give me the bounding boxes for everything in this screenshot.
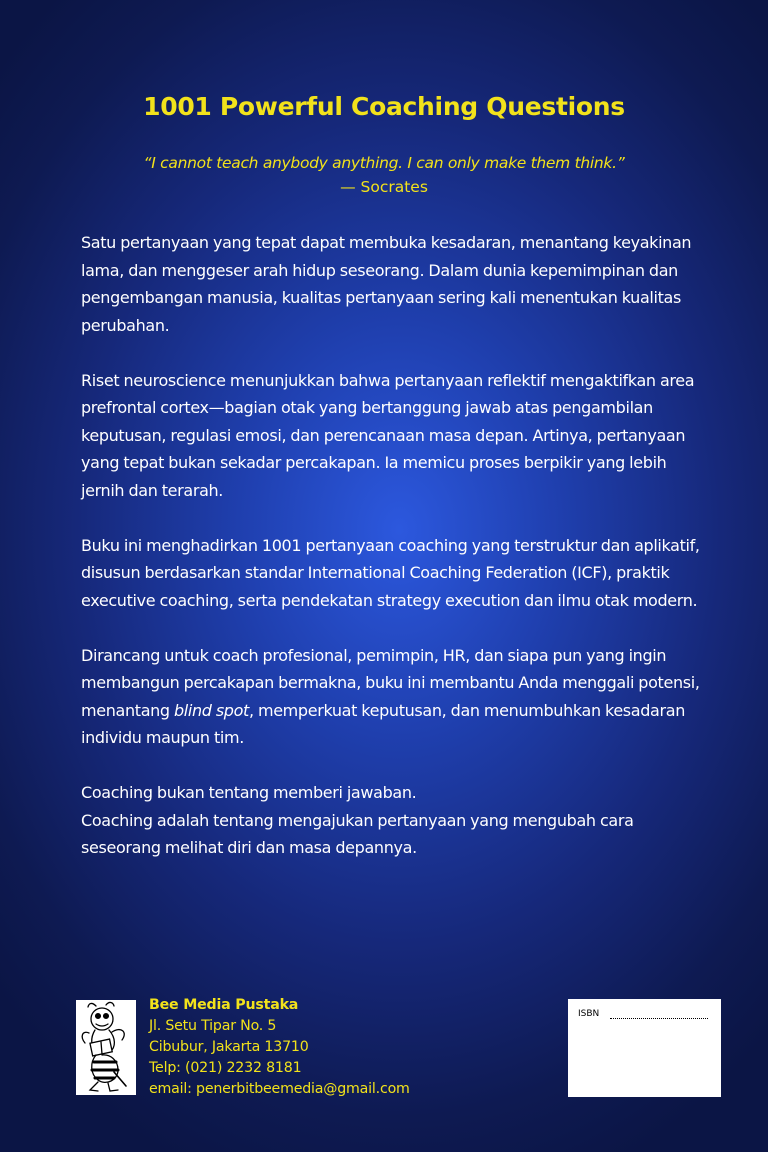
publisher-address-line-1: Jl. Setu Tipar No. 5 <box>149 1018 277 1034</box>
closing-line-1: Coaching bukan tentang memberi jawaban. <box>81 783 417 802</box>
publisher-info <box>149 995 410 1100</box>
blurb-paragraph-4-start: Dirancang untuk coach profesional, pemimpin, HR, dan siapa pun yang ingin membangun percakapan bermakna, buku ini membantu Anda menggali potensi, menantang <box>81 645 700 720</box>
isbn-box <box>568 999 721 1097</box>
publisher-name: Bee Media Pustaka <box>149 997 299 1013</box>
publisher-phone: Telp: (021) 2232 8181 <box>149 1060 302 1076</box>
book-title: 1001 Powerful Coaching Questions <box>143 92 625 121</box>
blurb-closing <box>81 779 701 862</box>
bee-mascot-drawing <box>76 1000 136 1095</box>
epigraph-quote: “I cannot teach anybody anything. I can only make them think.” <box>143 154 625 172</box>
publisher-email: email: penerbitbeemedia@gmail.com <box>149 1081 410 1097</box>
isbn-label: ISBN <box>578 1009 600 1019</box>
blurb <box>81 229 701 862</box>
closing-line-2: Coaching adalah tentang mengajukan pertanyaan yang mengubah cara seseorang melihat diri dan masa depannya. <box>81 810 634 857</box>
isbn-placeholder-dots <box>610 1018 708 1019</box>
publisher-address-line-2: Cibubur, Jakarta 13710 <box>149 1039 309 1055</box>
blind-spot-term: blind spot <box>173 700 249 720</box>
epigraph-attribution: — Socrates <box>340 178 428 196</box>
blurb-paragraph-2: Riset neuroscience menunjukkan bahwa pertanyaan reflektif mengaktifkan area prefrontal cortex—bagian otak yang bertanggung jawab atas pengambilan keputusan, regulasi emosi, dan perencanaan masa depan. Artinya, pertanyaan yang tepat bukan sekadar percakapan. Ia memicu proses berpikir yang lebih jernih dan terarah. <box>81 370 695 500</box>
bee-mascot-icon <box>76 1000 136 1095</box>
blurb-paragraph-3: Buku ini menghadirkan 1001 pertanyaan coaching yang terstruktur dan aplikatif, disusun berdasarkan standar International Coaching Federation (ICF), praktik executive coaching, serta pendekatan strategy execution dan ilmu otak modern. <box>81 535 700 610</box>
blurb-paragraph-1: Satu pertanyaan yang tepat dapat membuka kesadaran, menantang keyakinan lama, dan menggeser arah hidup seseorang. Dalam dunia kepemimpinan dan pengembangan manusia, kualitas pertanyaan sering kali menentukan kualitas perubahan. <box>81 233 692 335</box>
blurb-paragraph-4 <box>81 642 701 752</box>
blurb-paragraph-4-end: , memperkuat keputusan, dan menumbuhkan kesadaran individu maupun tim. <box>81 700 685 747</box>
